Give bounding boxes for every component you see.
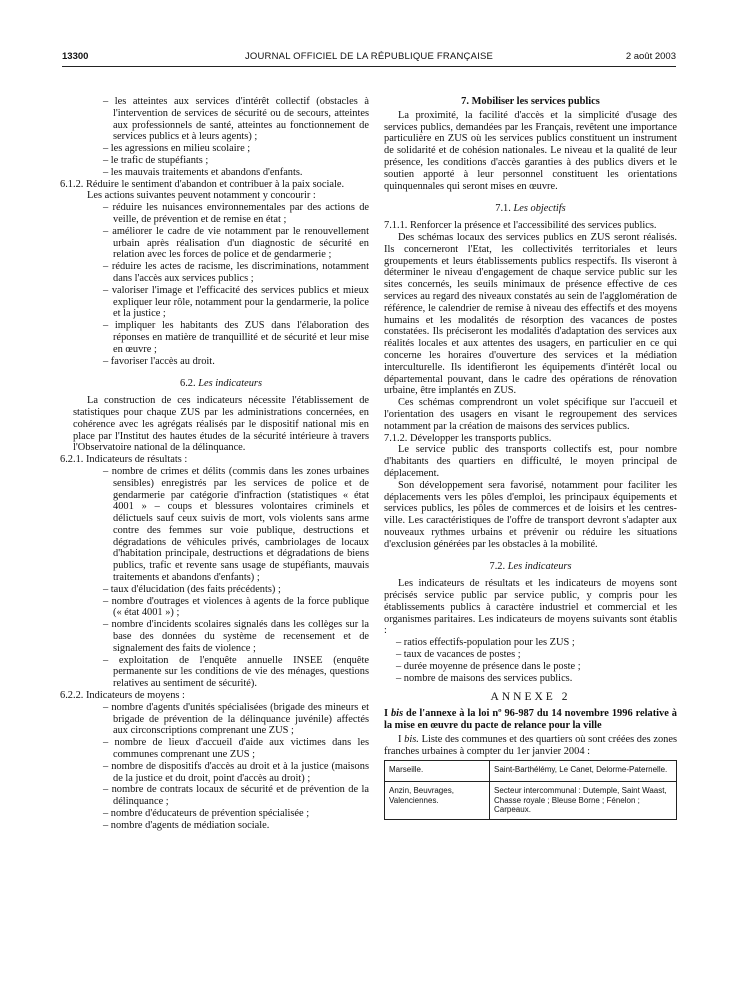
section-7-paragraph: La proximité, la facilité d'accès et la simplicité d'usage des services publics, demandées par les Français, revêtent une importance particulière en ZUS où les services publics constituent un instrument de solidarité et de cohésion nationales. Le niveau et la qualité de leur présence, les conditions d'accès garanties à des publics divers et le soutien apporté à leur personnel constituent les orientations quinquennales qui seront mises en œuvre. (384, 109, 677, 192)
annexe-intro-part: I (398, 733, 402, 745)
list-item: – améliorer le cadre de vie notamment par le renouvellement urbain après réalisation d'un diagnostic de sécurité en relation avec les forces de police et de gendarmerie ; (103, 225, 369, 261)
list-item: – les mauvais traitements et abandons d'enfants. (103, 166, 303, 178)
section-7-1-2-heading: 7.1.2. Développer les transports publics. (384, 432, 552, 444)
section-7-heading: 7. Mobiliser les services publics (461, 96, 600, 107)
section-7-2-heading (384, 561, 677, 573)
list-item: – les atteintes aux services d'intérêt collectif (obstacles à l'intervention de services de sécurité ou de secours, atteintes aux professionnels de santé, atteintes au fonctionnement de services publics et à leurs agents) ; (103, 96, 369, 143)
left-column (60, 96, 369, 832)
section-6-2-2-heading: 6.2.2. Indicateurs de moyens : (60, 690, 185, 702)
list-item: – valoriser l'image et l'efficacité des services publics et mieux expliquer leur rôle, notamment pour la gendarmerie, la police et la justice ; (103, 284, 369, 320)
section-title: Les indicateurs (198, 378, 262, 390)
annexe-intro-part: Liste des communes et des quartiers où sont créées des zones franches urbaines à compter du 1er janvier 2004 : (384, 733, 678, 757)
list-item: – nombre de contrats locaux de sécurité et de prévention de la délinquance ; (103, 784, 369, 808)
table-row (385, 782, 677, 820)
list-item: – nombre d'incidents scolaires signalés dans les collèges sur la base des données du système de recensement et de signalement des faits de violence ; (103, 619, 369, 654)
page-number: 13300 (62, 51, 89, 62)
list-item: – les agressions en milieu scolaire ; (103, 143, 251, 155)
list-item: – nombre d'agents d'unités spécialisées (brigade des mineurs et brigade de prévention de la délinquance juvénile) affectés aux circonscriptions comprenant une ZUS ; (103, 701, 369, 737)
section-6-1-2-heading: 6.1.2. Réduire le sentiment d'abandon et contribuer à la paix sociale. (60, 178, 345, 190)
annexe-title (384, 708, 677, 732)
section-6-2-1-heading: 6.2.1. Indicateurs de résultats : (60, 454, 188, 466)
section-number: 7.1. (495, 203, 511, 215)
section-number: 7.2. (489, 561, 506, 573)
section-7-1-heading (384, 203, 677, 215)
list-item: – réduire les actes de racisme, les discriminations, notamment dans l'accès aux services publics ; (103, 261, 369, 284)
section-6-1-2-intro: Les actions suivantes peuvent notamment y concourir : (87, 190, 316, 202)
annexe-intro-part: bis. (404, 733, 419, 745)
section-7-1-2-paragraph: Le service public des transports collectifs est, pour nombre d'habitants des quartiers en difficulté, le moyen principal de déplacement. (384, 444, 677, 479)
section-7-1-1-paragraph: Ces schémas comprendront un volet spécifique sur l'accueil et l'orientation des usagers en visant le regroupement des services notamment par la création de maisons des services publics. (384, 397, 677, 432)
page-header (62, 48, 676, 64)
section-7-1-2-paragraph: Son développement sera favorisé, notamment pour faciliter les déplacements vers les pôles d'emploi, les principaux équipements et services publics, les pôles de commerces et de loisirs et les centres-ville. Les caractéristiques de l'offre de transport devront s'adapter aux nouveaux rythmes urbains et prévenir ou réduire les situations d'exclusion générées par les obstacles à la mobilité. (384, 479, 677, 550)
list-item: – durée moyenne de présence dans le poste ; (396, 660, 581, 672)
section-title: Les objectifs (513, 203, 566, 215)
annexe-heading: ANNEXE 2 (490, 691, 571, 704)
list-item: – nombre de dispositifs d'accès au droit et à la justice (maisons de la justice et du droit, point d'accès au droit) ; (103, 760, 369, 784)
section-7-2-paragraph: Les indicateurs de résultats et les indicateurs de moyens sont précisés service public par service public, y compris pour les établissements publics à caractère industriel et commercial et les organismes paritaires. Les indicateurs de moyens suivants sont établis : (384, 578, 677, 637)
annexe-title-part: de l'annexe à la loi nº 96-987 du 14 novembre 1996 relative à la mise en œuvre du pacte de relance pour la ville (384, 708, 677, 732)
list-item: – nombre d'agents de médiation sociale. (103, 819, 270, 831)
table-cell-commune: Anzin, Beuvrages, Valenciennes. (385, 782, 490, 820)
publication-date: 2 août 2003 (625, 51, 676, 62)
table-cell-commune: Marseille. (385, 761, 490, 782)
section-7-1-1-paragraph: Des schémas locaux des services publics en ZUS seront réalisés. Ils concerneront l'Etat, les collectivités territoriales et leurs groupements et leurs établissements publics respectifs. Ils viseront à déterminer le niveau d'engagement de chaque service public sur les sites concernés, les seuils minimaux de présence effective de ces services au regard des niveaux constatés au sein de l'agglomération de référence, le calendrier de remise à niveau des effectifs et des moyens humains et les modalités de résorption des vacances de postes constatées. Ils préciseront les modalités d'adaptation des services aux réalités locales et aux attentes des usagers, en particulier en ce qui concerne les horaires d'ouverture des services et la médiation interculturelle. Ils identifieront les équipements d'intérêt local ou départemental pouvant, dans le cadre des opérations de rénovation urbaine, être implantés en ZUS. (384, 231, 677, 397)
journal-title: JOURNAL OFFICIEL DE LA RÉPUBLIQUE FRANÇAISE (244, 51, 494, 62)
annexe-title-part: I (384, 708, 389, 720)
zfu-table (384, 760, 677, 820)
list-item: – taux de vacances de postes ; (396, 649, 521, 661)
header-rule (62, 66, 676, 67)
list-item: – le trafic de stupéfiants ; (103, 154, 209, 166)
list-item: – favoriser l'accès au droit. (103, 355, 215, 367)
list-item: – nombre de lieux d'accueil d'aide aux victimes dans les communes comprenant une ZUS ; (103, 737, 369, 761)
list-item: – nombre d'outrages et violences à agents de la force publique (« état 4001 ») ; (103, 595, 369, 619)
list-item: – nombre de maisons des services publics. (396, 672, 573, 684)
right-column (384, 96, 677, 820)
list-item: – taux d'élucidation (des faits précédents) ; (103, 583, 281, 595)
section-6-2-paragraph: La construction de ces indicateurs nécessite l'établissement de statistiques pour chaque ZUS par les administrations concernées, en cohérence avec les agrégats réalisés par le dispositif national mis en place par l'Institut des hautes études de la sécurité intérieure à travers l'Observatoire national de la délinquance. (73, 395, 369, 454)
list-item: – réduire les nuisances environnementales par des actions de veille, de prévention et de remise en état ; (103, 202, 369, 225)
list-item: – nombre de crimes et délits (commis dans les zones urbaines sensibles) enregistrés par les services de police et de gendarmerie par catégorie d'infraction (statistiques « état 4001 » – coups et blessures volontaires criminels et délictuels sauf ceux suivis de mort, vols violents sans arme contre des femmes sur voie publique, destructions et dégradations de véhicules privés, cambriolages de locaux d'habitation principale, destructions et dégradations de biens publics, trafic et revente sans usage de stupéfiants, mauvais traitements et abandons d'enfants) ; (103, 465, 369, 584)
section-6-2-heading (73, 378, 369, 390)
list-item: – impliquer les habitants des ZUS dans l'élaboration des réponses en matière de tranquillité et de sécurité et leur mise en œuvre ; (103, 320, 369, 355)
table-row (385, 761, 677, 782)
list-item: – ratios effectifs-population pour les ZUS ; (396, 637, 575, 649)
section-number: 6.2. (180, 378, 196, 390)
annexe-title-part: bis (390, 708, 404, 720)
annexe-intro (384, 734, 677, 758)
table-cell-quartiers: Secteur intercommunal : Dutemple, Saint Waast, Chasse royale ; Bleuse Borne ; Fénelon ; Carpeaux. (490, 782, 677, 820)
table-cell-quartiers: Saint-Barthélémy, Le Canet, Delorme-Paternelle. (490, 761, 677, 782)
list-item: – exploitation de l'enquête annuelle INSEE (enquête permanente sur les conditions de vie des ménages, questions relatives au sentiment de sécurité). (103, 654, 369, 690)
section-title: Les indicateurs (507, 561, 572, 573)
list-item: – nombre d'éducateurs de prévention spécialisée ; (103, 808, 310, 820)
section-7-1-1-heading: 7.1.1. Renforcer la présence et l'accessibilité des services publics. (384, 220, 657, 232)
